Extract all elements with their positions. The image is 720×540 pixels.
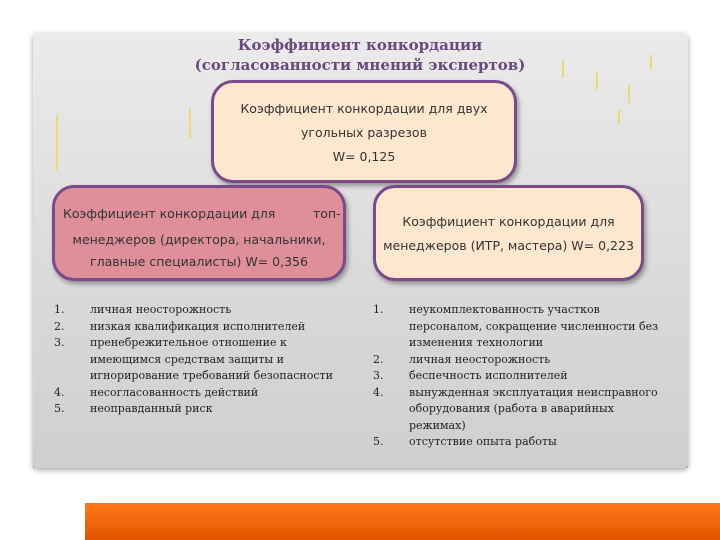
top-managers-box: [52, 185, 346, 281]
page-subtitle: (согласованности мнений экспертов): [194, 56, 526, 74]
decor-line: [618, 110, 620, 124]
page-title: Коэффициент конкордации: [237, 36, 483, 54]
footer-accent-bar: [85, 503, 720, 540]
right-box-line2: менеджеров (ИТР, мастера) W= 0,223: [383, 238, 634, 253]
right-causes-list: [373, 302, 665, 451]
top-box-value: W= 0,125: [332, 149, 396, 164]
list-item: 1. личная неосторожность: [54, 303, 232, 316]
top-box-line1: Коэффициент конкордации для двух: [240, 101, 488, 116]
engineers-box: [373, 185, 644, 281]
list-item: 2. низкая квалификация исполнителей: [54, 319, 306, 333]
decor-line: [628, 85, 630, 103]
list-item: 5. отсутствие опыта работы: [373, 435, 557, 448]
list-item: 3. пренебрежительное отношение к имеющимся средствам защиты и игнорирование требований безопасности: [54, 336, 333, 382]
top-box-line2: угольных разрезов: [301, 125, 427, 140]
top-coefficient-box: [211, 80, 517, 183]
left-box-line1b: топ-: [313, 206, 341, 221]
list-item: 5. неоправданный риск: [54, 402, 213, 415]
left-box-line2: менеджеров (директора, начальники,: [72, 232, 326, 247]
list-item: 4. несогласованность действий: [54, 385, 259, 399]
list-item: 2. личная неосторожность: [373, 352, 551, 366]
right-box-line1: Коэффициент конкордации для: [402, 214, 615, 229]
left-box-line3: главные специалисты) W= 0,356: [90, 254, 308, 269]
list-item: 1. неукомплектованность участков персоналом, сокращение численности без изменения технологии: [373, 303, 659, 349]
decor-line: [189, 108, 191, 138]
list-item: 3. беспечность исполнителей: [373, 369, 568, 382]
left-box-line1a: Коэффициент конкордации для: [63, 206, 276, 221]
left-causes-list: [54, 302, 354, 418]
decor-line: [56, 115, 58, 170]
list-item: 4. вынужденная эксплуатация неисправного оборудования (работа в аварийных режимах): [373, 385, 658, 432]
